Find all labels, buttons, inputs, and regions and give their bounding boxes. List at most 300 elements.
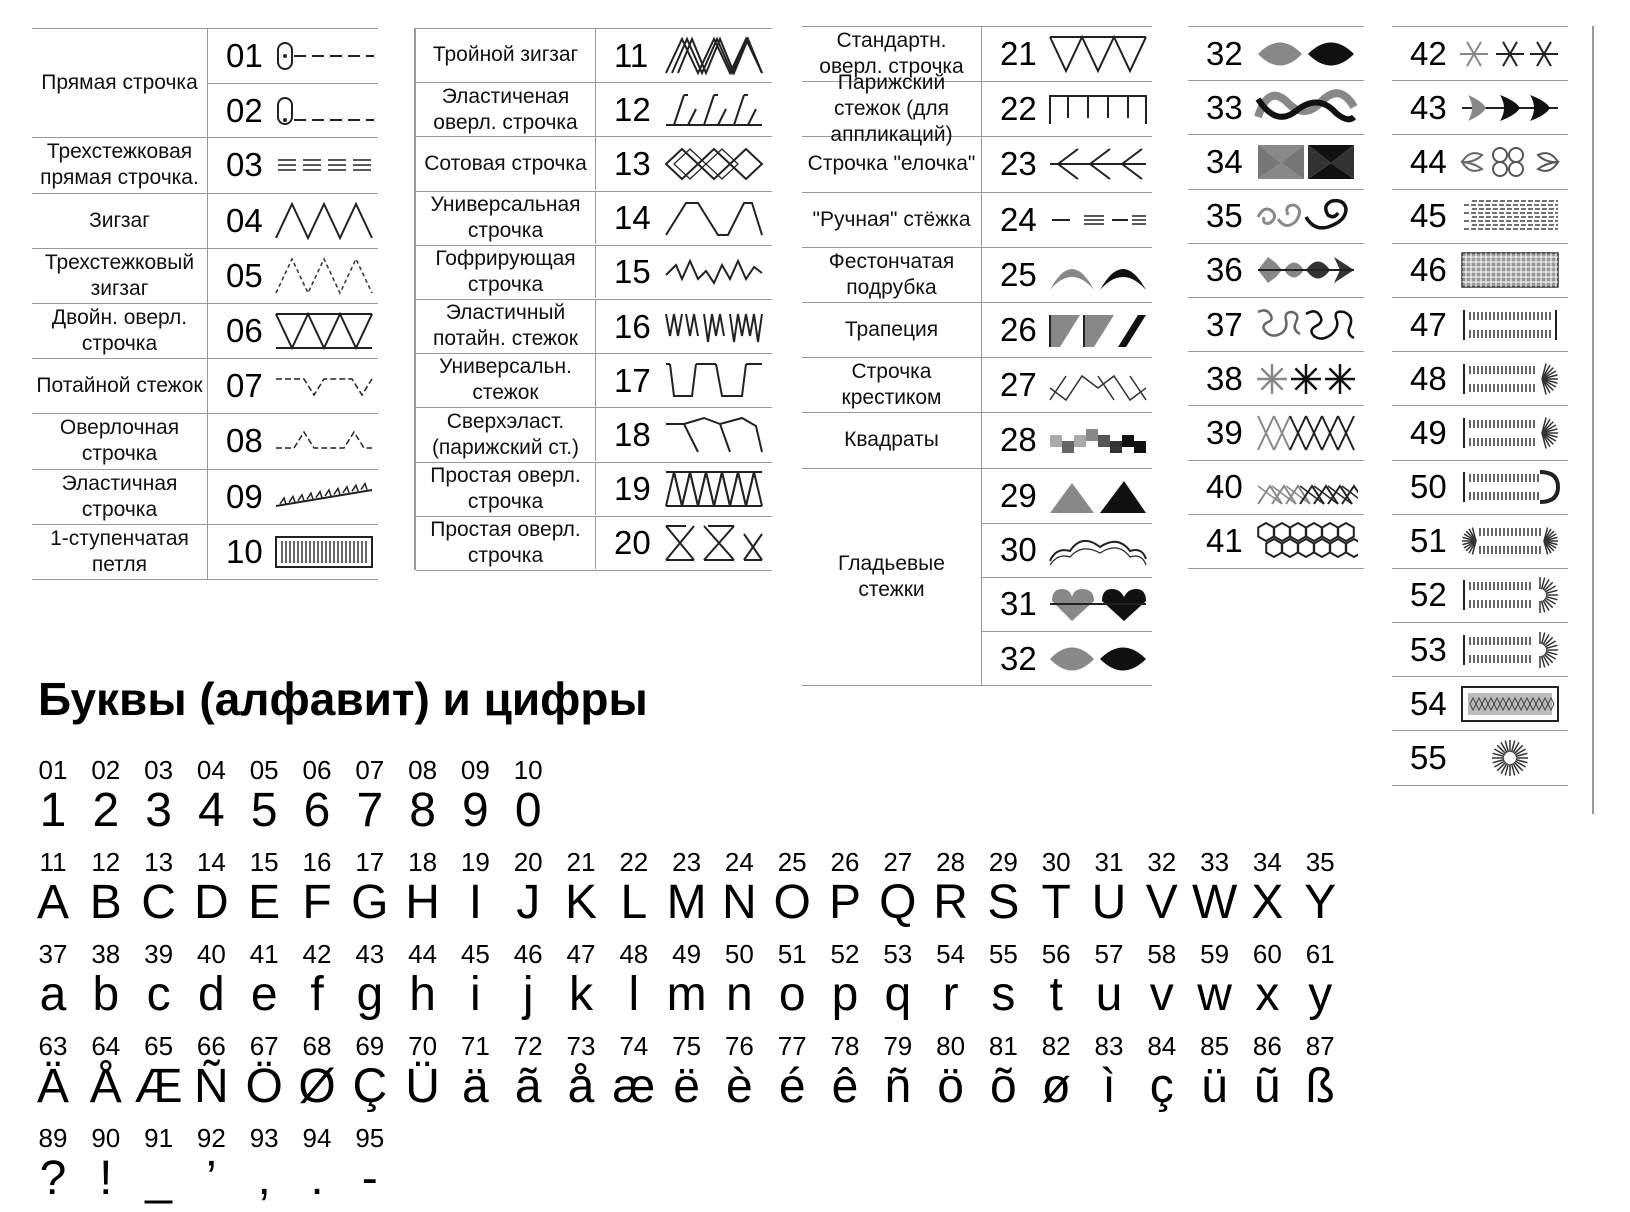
character-entry[interactable] (79, 1032, 133, 1114)
stitch-cell[interactable] (982, 82, 1152, 136)
character-number: 73 (566, 1031, 596, 1061)
character-glyph: l (628, 968, 640, 1021)
character-entry[interactable] (290, 940, 344, 1022)
stitch-cell[interactable] (982, 193, 1152, 247)
character-entry[interactable] (1188, 1032, 1242, 1114)
stitch-row[interactable] (1392, 515, 1568, 569)
character-number: 64 (91, 1031, 121, 1061)
character-glyph: ü (1201, 1060, 1228, 1113)
character-entry[interactable] (26, 848, 80, 930)
character-entry[interactable] (290, 1124, 344, 1206)
character-glyph: j (522, 968, 534, 1021)
stitch-row[interactable] (416, 463, 772, 517)
character-glyph: Ñ (194, 1060, 229, 1113)
character-number: 52 (830, 939, 860, 969)
stitch-row[interactable] (416, 408, 772, 462)
stitch-row[interactable] (1188, 352, 1364, 406)
character-entry[interactable] (1188, 848, 1242, 930)
character-glyph: 1 (39, 784, 67, 837)
leaves-icon (1254, 33, 1358, 75)
character-entry[interactable] (501, 1032, 555, 1114)
stitch-number: 54 (1410, 684, 1447, 722)
character-entry[interactable] (26, 1032, 80, 1114)
stitch-row[interactable] (416, 246, 772, 300)
stitch-row[interactable] (1188, 190, 1364, 244)
character-entry[interactable] (237, 1032, 291, 1114)
character-entry[interactable] (26, 756, 80, 838)
character-glyph: õ (990, 1060, 1017, 1113)
character-number: 71 (460, 1031, 490, 1061)
section-title: Буквы (алфавит) и цифры (38, 673, 648, 725)
stitch-cell[interactable] (982, 413, 1152, 467)
character-glyph: ä (462, 1060, 489, 1113)
stitch-group (802, 71, 1152, 147)
character-entry[interactable] (976, 848, 1030, 930)
character-glyph: ñ (884, 1060, 912, 1113)
blind-stitch-icon (274, 365, 374, 407)
stitch-number: 32 (1000, 639, 1037, 677)
stitch-row[interactable] (1392, 352, 1568, 406)
character-number: 83 (1094, 1031, 1124, 1061)
character-glyph: b (92, 968, 120, 1021)
stitch-name: Сотовая строчка (416, 137, 596, 190)
stitch-row[interactable] (1392, 244, 1568, 298)
stitch-row[interactable] (1188, 461, 1364, 515)
character-number: 89 (38, 1123, 68, 1153)
stitch-cell[interactable] (208, 83, 378, 137)
character-number: 28 (936, 847, 966, 877)
character-glyph: . (310, 1152, 324, 1205)
straight-stitch-center-icon (274, 35, 374, 77)
character-entry[interactable] (1029, 940, 1083, 1022)
character-glyph: 0 (514, 784, 542, 837)
character-number: 05 (249, 755, 279, 785)
character-glyph: ’ (206, 1152, 217, 1205)
stitch-cell[interactable] (982, 577, 1152, 631)
character-number: 51 (777, 939, 807, 969)
character-number: 95 (355, 1123, 385, 1153)
character-entry[interactable] (501, 756, 555, 838)
character-glyph: ũ (1254, 1060, 1281, 1113)
character-glyph: Ç (352, 1060, 388, 1113)
character-number: 22 (619, 847, 649, 877)
stitch-cell[interactable] (982, 523, 1152, 577)
character-entry[interactable] (184, 1124, 238, 1206)
character-entry[interactable] (924, 848, 978, 930)
character-entry[interactable] (343, 848, 397, 930)
character-entry[interactable] (607, 848, 661, 930)
character-glyph: ß (1305, 1060, 1335, 1113)
character-number: 93 (249, 1123, 279, 1153)
character-entry[interactable] (765, 1032, 819, 1114)
stitch-name: Эластичная строчка (32, 470, 208, 524)
character-entry[interactable] (924, 1032, 978, 1114)
character-number: 41 (249, 939, 279, 969)
character-entry[interactable] (501, 848, 555, 930)
character-glyph: , (257, 1152, 271, 1205)
stitch-row[interactable] (416, 300, 772, 354)
stitch-name: Трехстежковая прямая строчка. (32, 138, 208, 192)
character-number: 02 (91, 755, 121, 785)
stitch-row[interactable] (1188, 244, 1364, 298)
character-glyph: S (987, 876, 1020, 929)
character-glyph: r (942, 968, 959, 1021)
character-entry[interactable] (871, 940, 925, 1022)
character-number: 50 (724, 939, 754, 969)
stitch-name: Потайной стежок (32, 359, 208, 413)
stitch-row[interactable] (1188, 135, 1364, 189)
character-entry[interactable] (1029, 848, 1083, 930)
character-entry[interactable] (1293, 1032, 1347, 1114)
character-number: 17 (355, 847, 385, 877)
stitch-cell[interactable] (982, 137, 1152, 191)
arrows-icon (1254, 249, 1358, 291)
stitch-name: Тройной зигзаг (416, 29, 596, 82)
stitch-cell[interactable] (208, 525, 378, 579)
squares-icon (1048, 419, 1148, 461)
stitch-name: Стандартн. оверл. строчка (802, 27, 982, 81)
stitch-number: 11 (614, 36, 649, 74)
character-entry[interactable] (79, 940, 133, 1022)
stitch-cell[interactable] (208, 414, 378, 468)
character-glyph: X (1251, 876, 1284, 929)
character-number: 24 (724, 847, 754, 877)
stitch-row[interactable] (416, 354, 772, 408)
stitch-row[interactable] (1392, 731, 1568, 785)
stitch-name: "Ручная" стёжка (802, 193, 982, 247)
character-entry[interactable] (79, 848, 133, 930)
character-number: 46 (513, 939, 543, 969)
character-glyph: Y (1304, 876, 1337, 929)
buttonhole-icon (274, 531, 374, 573)
character-entry[interactable] (765, 848, 819, 930)
stitch-row[interactable] (1392, 298, 1568, 352)
character-entry[interactable] (132, 940, 186, 1022)
stitch-cell[interactable] (982, 631, 1152, 685)
character-glyph: è (726, 1060, 753, 1113)
character-glyph: - (361, 1152, 378, 1205)
keyhole-buttonhole-2-icon (1458, 629, 1562, 671)
character-glyph: x (1255, 968, 1280, 1021)
character-entry[interactable] (184, 940, 238, 1022)
character-glyph: M (666, 876, 707, 929)
stitch-cell[interactable] (982, 303, 1152, 357)
stitch-number: 10 (226, 532, 263, 570)
stitch-row[interactable] (1392, 461, 1568, 515)
character-entry[interactable] (660, 1032, 714, 1114)
character-entry[interactable] (1188, 940, 1242, 1022)
stitch-cell[interactable] (982, 248, 1152, 302)
character-entry[interactable] (184, 756, 238, 838)
character-entry[interactable] (1293, 848, 1347, 930)
stitch-number: 18 (614, 415, 651, 453)
character-glyph: A (36, 876, 69, 929)
character-entry[interactable] (976, 1032, 1030, 1114)
character-entry[interactable] (79, 1124, 133, 1206)
character-entry[interactable] (448, 756, 502, 838)
lattice-icon (1254, 412, 1358, 454)
stitch-cell[interactable] (208, 138, 378, 192)
character-entry[interactable] (132, 1032, 186, 1114)
col2-table (416, 28, 772, 571)
shirring-icon (662, 251, 766, 293)
stitch-name: Прямая строчка (32, 29, 208, 137)
character-entry[interactable] (343, 1032, 397, 1114)
stitch-group (32, 525, 378, 580)
character-entry[interactable] (818, 848, 872, 930)
character-number: 63 (38, 1031, 68, 1061)
bar-buttonhole-icon (1458, 304, 1562, 346)
meander-icon (1254, 304, 1358, 346)
character-entry[interactable] (26, 1124, 80, 1206)
stitch-cell[interactable] (208, 29, 378, 83)
stitch-row[interactable] (416, 83, 772, 137)
character-entry[interactable] (501, 940, 555, 1022)
stitch-row[interactable] (1188, 27, 1364, 81)
character-number: 37 (38, 939, 68, 969)
stitch-number: 09 (226, 477, 263, 515)
character-entry[interactable] (396, 940, 450, 1022)
character-number: 76 (724, 1031, 754, 1061)
character-entry[interactable] (554, 848, 608, 930)
character-number: 85 (1200, 1031, 1230, 1061)
character-glyph: C (141, 876, 176, 929)
character-entry[interactable] (448, 848, 502, 930)
cross-lattice-icon (1254, 466, 1358, 508)
character-entry[interactable] (290, 1032, 344, 1114)
character-entry[interactable] (976, 940, 1030, 1022)
stitch-row[interactable] (1392, 190, 1568, 244)
col3-table (802, 26, 1152, 686)
straight-stitch-left-icon (274, 90, 374, 132)
character-entry[interactable] (237, 848, 291, 930)
character-glyph: _ (145, 1152, 172, 1205)
character-entry[interactable] (396, 848, 450, 930)
stitch-cell[interactable] (208, 304, 378, 358)
stitch-name: Трапеция (802, 303, 982, 357)
character-entry[interactable] (184, 1032, 238, 1114)
character-glyph: æ (612, 1060, 656, 1113)
stitch-row[interactable] (1392, 81, 1568, 135)
stars-icon (1254, 358, 1358, 400)
character-entry[interactable] (290, 848, 344, 930)
stitch-group (802, 303, 1152, 358)
stitch-number: 33 (1206, 88, 1243, 126)
stitch-number: 34 (1206, 142, 1243, 180)
character-glyph: Ü (405, 1060, 440, 1113)
stitch-row[interactable] (416, 29, 772, 83)
character-glyph: p (831, 968, 859, 1021)
character-entry[interactable] (396, 1032, 450, 1114)
cross-stitch-icon (1048, 364, 1148, 406)
stitch-group (32, 249, 378, 304)
character-number: 07 (355, 755, 385, 785)
stitch-row[interactable] (1392, 623, 1568, 677)
character-entry[interactable] (26, 940, 80, 1022)
character-number: 18 (408, 847, 438, 877)
stitch-name: 1-ступенчатая петля (32, 525, 208, 579)
character-glyph: t (1049, 968, 1063, 1021)
character-entry[interactable] (712, 1032, 766, 1114)
character-number: 45 (460, 939, 490, 969)
character-entry[interactable] (1029, 1032, 1083, 1114)
character-number: 57 (1094, 939, 1124, 969)
stitch-row[interactable] (1188, 298, 1364, 352)
stitch-row[interactable] (1392, 27, 1568, 81)
stitch-row[interactable] (416, 137, 772, 191)
triple-zigzag-icon (274, 255, 374, 297)
stitch-number: 06 (226, 312, 263, 350)
character-entry[interactable] (712, 848, 766, 930)
character-number: 49 (672, 939, 702, 969)
character-glyph: R (933, 876, 968, 929)
stitch-cell[interactable] (208, 470, 378, 524)
character-entry[interactable] (1240, 848, 1294, 930)
character-glyph: m (666, 968, 707, 1021)
character-entry[interactable] (237, 756, 291, 838)
character-entry[interactable] (607, 1032, 661, 1114)
character-glyph: é (778, 1060, 806, 1113)
character-entry[interactable] (132, 848, 186, 930)
character-number: 40 (196, 939, 226, 969)
character-number: 34 (1252, 847, 1282, 877)
character-entry[interactable] (924, 940, 978, 1022)
character-glyph: ! (99, 1152, 113, 1205)
character-glyph: y (1308, 968, 1333, 1021)
stitch-row[interactable] (416, 517, 772, 571)
character-entry[interactable] (448, 1032, 502, 1114)
character-number: 11 (39, 847, 67, 877)
stitch-name: Трехстежковый зигзаг (32, 249, 208, 303)
character-entry[interactable] (554, 940, 608, 1022)
stitch-group (32, 414, 378, 469)
character-glyph: T (1041, 876, 1071, 929)
character-entry[interactable] (871, 848, 925, 930)
character-entry[interactable] (343, 1124, 397, 1206)
character-entry[interactable] (1135, 940, 1189, 1022)
character-number: 29 (988, 847, 1018, 877)
character-entry[interactable] (237, 1124, 291, 1206)
keyhole-buttonhole-icon (1458, 574, 1562, 616)
stitch-row[interactable] (416, 192, 772, 246)
stitch-cell[interactable] (982, 27, 1152, 81)
character-entry[interactable] (1082, 848, 1136, 930)
character-entry[interactable] (396, 756, 450, 838)
character-entry[interactable] (1135, 1032, 1189, 1114)
character-number: 20 (513, 847, 543, 877)
waves-icon (1254, 87, 1358, 129)
character-entry[interactable] (818, 1032, 872, 1114)
stitch-number: 45 (1410, 197, 1447, 235)
character-number: 84 (1147, 1031, 1177, 1061)
round-buttonhole-icon (1458, 358, 1562, 400)
elastic-icon (274, 476, 374, 518)
character-entry[interactable] (1293, 940, 1347, 1022)
character-glyph: G (351, 876, 389, 929)
character-glyph: Æ (134, 1060, 183, 1113)
stitch-row[interactable] (1392, 135, 1568, 189)
stitch-row[interactable] (1188, 81, 1364, 135)
character-entry[interactable] (1135, 848, 1189, 930)
character-entry[interactable] (290, 756, 344, 838)
character-number: 06 (302, 755, 332, 785)
character-number: 30 (1041, 847, 1071, 877)
character-glyph: P (828, 876, 861, 929)
character-glyph: B (89, 876, 122, 929)
stitch-number: 38 (1206, 359, 1243, 397)
stitch-row[interactable] (1392, 406, 1568, 460)
character-entry[interactable] (448, 940, 502, 1022)
stitch-cell[interactable] (208, 194, 378, 248)
character-entry[interactable] (818, 940, 872, 1022)
character-entry[interactable] (554, 1032, 608, 1114)
stitch-cell[interactable] (208, 359, 378, 413)
stitch-name: Гофрирующая строчка (416, 246, 596, 299)
character-number: 26 (830, 847, 860, 877)
stitch-number: 39 (1206, 413, 1243, 451)
character-entry[interactable] (237, 940, 291, 1022)
stitch-group (32, 138, 378, 193)
character-entry[interactable] (1240, 1032, 1294, 1114)
stitch-number: 07 (226, 367, 263, 405)
stitch-name: Двойн. оверл. строчка (32, 304, 208, 358)
character-glyph: h (409, 968, 436, 1021)
character-number: 01 (38, 755, 68, 785)
character-number: 86 (1252, 1031, 1282, 1061)
character-entry[interactable] (660, 848, 714, 930)
universal-icon (662, 197, 766, 239)
character-glyph: 9 (462, 784, 489, 837)
character-entry[interactable] (1082, 1032, 1136, 1114)
character-entry[interactable] (132, 1124, 186, 1206)
character-number: 67 (249, 1031, 279, 1061)
stitch-name: Квадраты (802, 413, 982, 467)
character-entry[interactable] (1240, 940, 1294, 1022)
stitch-cell[interactable] (982, 469, 1152, 523)
character-entry[interactable] (343, 756, 397, 838)
character-entry[interactable] (132, 756, 186, 838)
universal-square-icon (662, 360, 766, 402)
character-glyph: w (1197, 968, 1232, 1021)
character-glyph: W (1191, 876, 1238, 929)
character-glyph: ê (831, 1060, 859, 1113)
character-number: 78 (830, 1031, 860, 1061)
character-number: 69 (355, 1031, 385, 1061)
character-entry[interactable] (1082, 940, 1136, 1022)
character-entry[interactable] (712, 940, 766, 1022)
stitch-cell[interactable] (982, 358, 1152, 412)
character-entry[interactable] (343, 940, 397, 1022)
character-glyph: ö (937, 1060, 964, 1113)
character-entry[interactable] (184, 848, 238, 930)
stitch-row[interactable] (1392, 569, 1568, 623)
character-glyph: v (1149, 968, 1174, 1021)
character-number: 21 (566, 847, 596, 877)
stitch-cell[interactable] (208, 249, 378, 303)
stitch-group (32, 29, 378, 138)
character-number: 60 (1252, 939, 1282, 969)
character-number: 48 (619, 939, 649, 969)
character-entry[interactable] (871, 1032, 925, 1114)
stitch-row[interactable] (1188, 515, 1364, 569)
character-entry[interactable] (607, 940, 661, 1022)
character-entry[interactable] (765, 940, 819, 1022)
character-entry[interactable] (79, 756, 133, 838)
stitch-row[interactable] (1188, 406, 1364, 460)
character-entry[interactable] (660, 940, 714, 1022)
stitch-row[interactable] (1392, 677, 1568, 731)
character-number: 70 (408, 1031, 438, 1061)
